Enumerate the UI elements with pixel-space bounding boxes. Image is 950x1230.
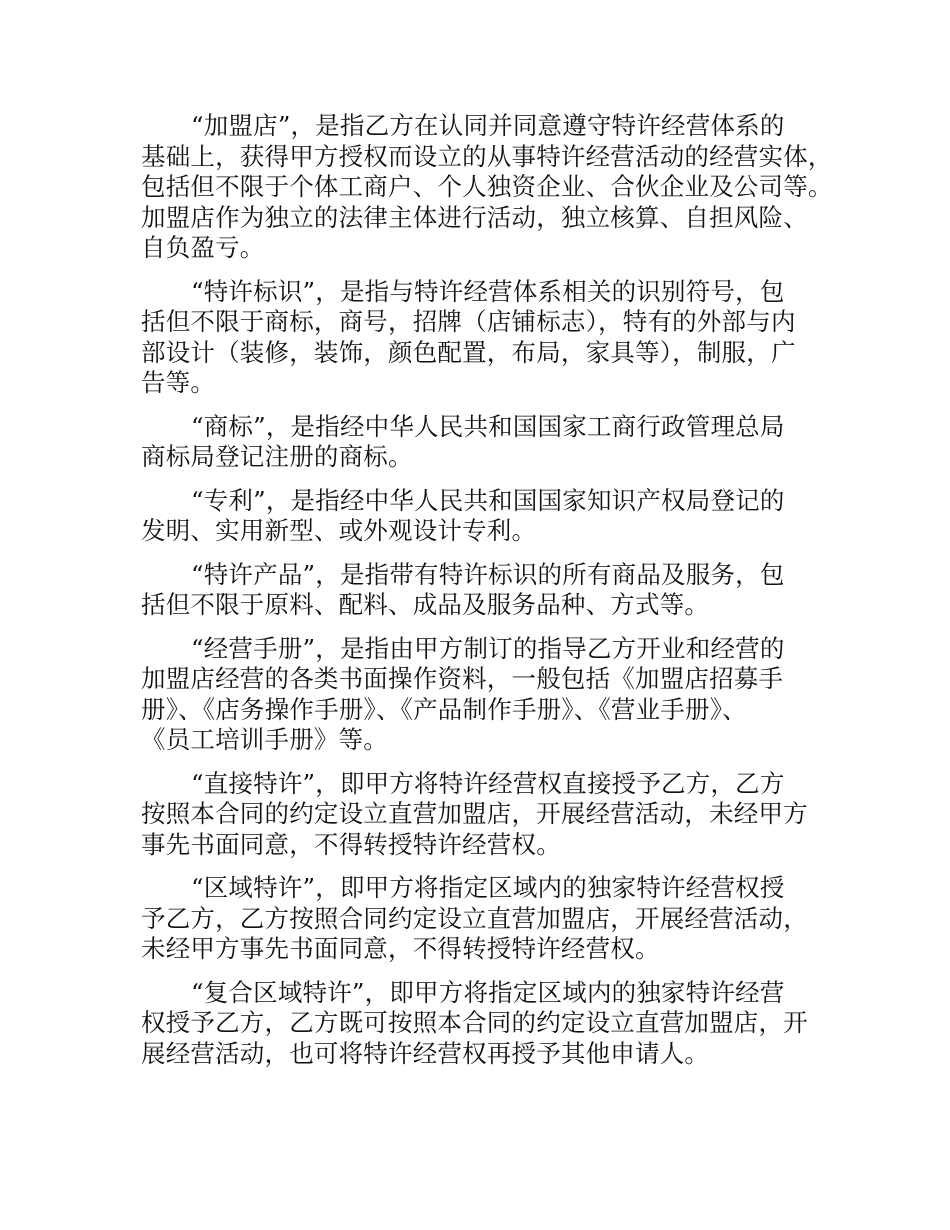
- paragraph-trademark: [141, 412, 831, 473]
- paragraph-regional-franchise: [141, 873, 831, 965]
- text-line: “专利”，是指经中华人民共和国国家知识产权局登记的: [191, 485, 785, 515]
- paragraph-franchise-marks: [141, 277, 831, 399]
- text-line: “商标”，是指经中华人民共和国国家工商行政管理总局: [191, 411, 785, 441]
- text-line: 事先书面同意，不得转授特许经营权。: [141, 829, 561, 859]
- text-line: “加盟店”，是指乙方在认同并同意遵守特许经营体系的: [191, 111, 785, 140]
- text-line: 括但不限于原料、配料、成品及服务品种、方式等。: [141, 590, 710, 619]
- text-line: 括但不限于商标，商号，招牌（店铺标志），特有的外部与内: [141, 307, 796, 336]
- text-line: 自负盈亏。: [141, 233, 265, 262]
- paragraph-compound-regional-franchise: [141, 978, 831, 1070]
- text-line: “经营手册”，是指由甲方制订的指导乙方开业和经营的: [191, 633, 785, 663]
- text-line: “区域特许”，即甲方将指定区域内的独家特许经营权授: [191, 873, 785, 902]
- text-line: 基础上，获得甲方授权而设立的从事特许经营活动的经营实体，: [141, 141, 833, 171]
- text-line: 权授予乙方，乙方既可按照本合同的约定设立直营加盟店，开: [141, 1008, 808, 1037]
- paragraph-patent: [141, 486, 831, 547]
- text-line: 加盟店作为独立的法律主体进行活动，独立核算、自担风险、: [141, 202, 808, 232]
- text-line: “特许标识”，是指与特许经营体系相关的识别符号，包: [191, 276, 785, 306]
- text-line: 商标局登记注册的商标。: [141, 442, 413, 471]
- text-line: 告等。: [141, 368, 216, 397]
- text-line: 册》、《店务操作手册》、《产品制作手册》、《营业手册》、: [141, 694, 747, 724]
- text-line: 加盟店经营的各类书面操作资料，一般包括《加盟店招募手: [141, 664, 784, 693]
- text-line: “直接特许”，即甲方将特许经营权直接授予乙方，乙方: [191, 768, 785, 798]
- document-body: [141, 111, 831, 1082]
- text-line: 包括但不限于个体工商户、个人独资企业、合伙企业及公司等。: [141, 172, 833, 201]
- text-line: 《员工培训手册》等。: [141, 725, 388, 754]
- text-line: 予乙方，乙方按照合同约定设立直营加盟店，开展经营活动，: [141, 903, 808, 933]
- text-line: 部设计（装修，装饰，颜色配置，布局，家具等），制服，广: [141, 337, 796, 367]
- paragraph-franchise-store: [141, 111, 831, 264]
- paragraph-franchise-products: [141, 560, 831, 621]
- paragraph-direct-franchise: [141, 769, 831, 861]
- text-line: “特许产品”，是指带有特许标识的所有商品及服务，包: [191, 559, 785, 589]
- text-line: 发明、实用新型、或外观设计专利。: [141, 516, 537, 545]
- text-line: 未经甲方事先书面同意，不得转授特许经营权。: [141, 934, 660, 963]
- text-line: 展经营活动，也可将特许经营权再授予其他申请人。: [141, 1038, 710, 1068]
- text-line: 按照本合同的约定设立直营加盟店，开展经营活动，未经甲方: [141, 799, 808, 828]
- text-line: “复合区域特许”，即甲方将指定区域内的独家特许经营: [191, 977, 785, 1007]
- paragraph-operations-manual: [141, 634, 831, 756]
